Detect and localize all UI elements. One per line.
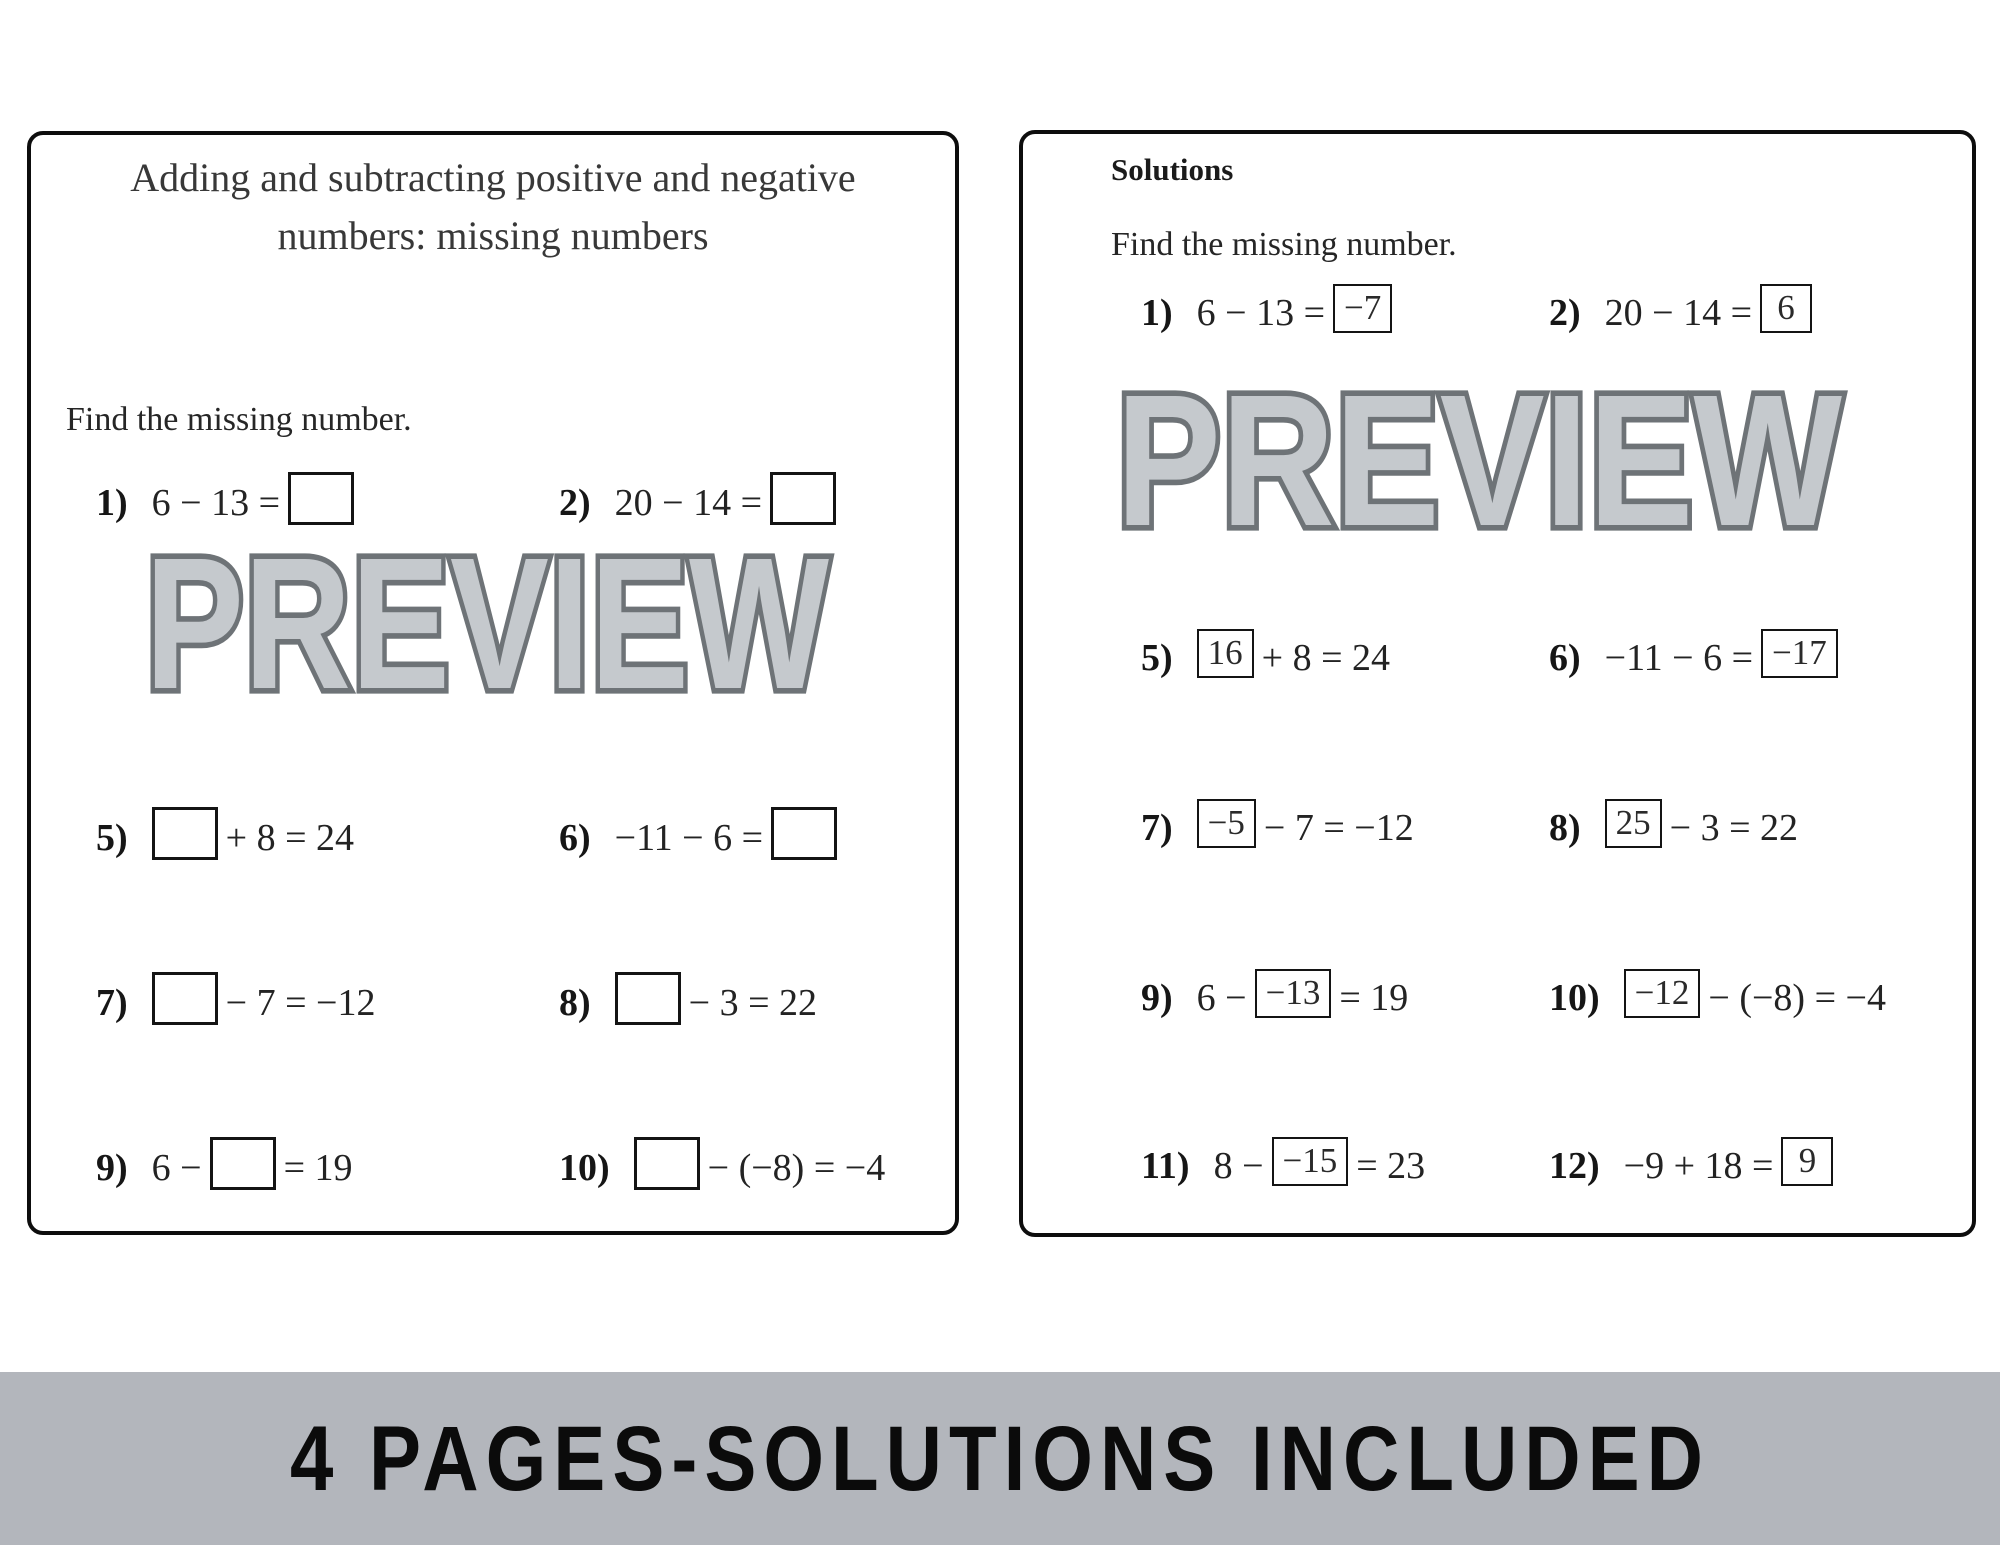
problem-number: 5) [96, 817, 128, 859]
equation-text: − (−8) = −4 [707, 1147, 886, 1189]
equation-text: − 3 = 22 [688, 982, 818, 1024]
equation-text: 20 − 14 = [1604, 292, 1753, 334]
problem-number: 8) [1549, 807, 1581, 849]
equation-text: − (−8) = −4 [1708, 977, 1886, 1019]
problem-8 [559, 971, 817, 1035]
preview-watermark-text: PREVIEW [1116, 380, 1843, 556]
problem-number: 7) [96, 982, 128, 1024]
equation-text: 6 − [1196, 977, 1247, 1019]
solution-9 [1141, 966, 1408, 1030]
answer-box: 9 [1781, 1137, 1833, 1186]
answer-box: −17 [1761, 629, 1838, 678]
equation-text: − 7 = −12 [225, 982, 376, 1024]
problem-number: 6) [559, 817, 591, 859]
preview-watermark-graphic [1099, 380, 1859, 556]
worksheet-row-4 [31, 1136, 955, 1200]
problem-number: 10) [1549, 977, 1600, 1019]
solution-12 [1549, 1134, 1833, 1198]
solution-2 [1549, 281, 1812, 345]
solution-6 [1549, 626, 1838, 690]
problem-number: 2) [1549, 292, 1581, 334]
solution-10 [1549, 966, 1886, 1030]
solutions-page [1019, 130, 1976, 1237]
answer-box: 25 [1605, 799, 1662, 848]
problem-number: 1) [1141, 292, 1173, 334]
preview-watermark-graphic [129, 543, 845, 719]
solutions-row-2 [1023, 626, 1972, 690]
worksheet-instruction: Find the missing number. [66, 401, 412, 438]
answer-box: −7 [1333, 284, 1392, 333]
equation-text: 6 − [151, 1147, 202, 1189]
equation-text: = 23 [1356, 1145, 1426, 1187]
equation-text: + 8 = 24 [225, 817, 355, 859]
problem-number: 6) [1549, 637, 1581, 679]
problem-6 [559, 806, 837, 870]
solutions-row-4 [1023, 966, 1972, 1030]
solution-5 [1141, 626, 1390, 690]
equation-text: 6 − 13 = [151, 482, 281, 524]
equation-text: = 19 [283, 1147, 353, 1189]
problem-1 [96, 471, 354, 535]
solutions-row-1 [1023, 281, 1972, 345]
worksheet-title-line2: numbers: missing numbers [277, 213, 709, 258]
answer-box [770, 472, 836, 525]
problem-number: 7) [1141, 807, 1173, 849]
problem-number: 9) [96, 1147, 128, 1189]
answer-box [771, 807, 837, 860]
equation-text: −11 − 6 = [614, 817, 764, 859]
problem-7 [96, 971, 375, 1035]
equation-text: −11 − 6 = [1604, 637, 1754, 679]
solutions-row-3 [1023, 796, 1972, 860]
preview-watermark [1099, 380, 1859, 556]
worksheet-row-1 [31, 471, 955, 535]
answer-box [152, 972, 218, 1025]
answer-box [615, 972, 681, 1025]
equation-text: = 19 [1339, 977, 1409, 1019]
worksheet-row-2 [31, 806, 955, 870]
problem-number: 11) [1141, 1145, 1190, 1187]
equation-text: − 3 = 22 [1669, 807, 1799, 849]
footer-banner [0, 1372, 2000, 1545]
equation-text: 8 − [1213, 1145, 1264, 1187]
solution-8 [1549, 796, 1798, 860]
footer-banner-text: 4 PAGES-SOLUTIONS INCLUDED [290, 1405, 1710, 1510]
preview-watermark-text: PREVIEW [145, 543, 830, 719]
worksheet-title [31, 149, 955, 265]
worksheet-title-line1: Adding and subtracting positive and negative [130, 155, 856, 200]
solutions-heading: Solutions [1111, 152, 1234, 187]
problem-number: 9) [1141, 977, 1173, 1019]
answer-box: −13 [1255, 969, 1332, 1018]
equation-text: −9 + 18 = [1623, 1145, 1774, 1187]
equation-text: 6 − 13 = [1196, 292, 1326, 334]
equation-text: + 8 = 24 [1261, 637, 1391, 679]
problem-number: 12) [1549, 1145, 1600, 1187]
problem-number: 1) [96, 482, 128, 524]
worksheet-page [27, 131, 959, 1235]
preview-watermark [129, 543, 845, 719]
problem-number: 2) [559, 482, 591, 524]
problem-number: 5) [1141, 637, 1173, 679]
problem-10 [559, 1136, 885, 1200]
answer-box: −15 [1272, 1137, 1349, 1186]
equation-text: 20 − 14 = [614, 482, 763, 524]
worksheet-row-3 [31, 971, 955, 1035]
solution-1 [1141, 281, 1392, 345]
answer-box: −5 [1197, 799, 1256, 848]
solutions-row-5 [1023, 1134, 1972, 1198]
answer-box: 16 [1197, 629, 1254, 678]
problem-2 [559, 471, 836, 535]
solutions-instruction: Find the missing number. [1111, 226, 1457, 263]
answer-box: 6 [1760, 284, 1812, 333]
answer-box [288, 472, 354, 525]
problem-number: 8) [559, 982, 591, 1024]
answer-box [210, 1137, 276, 1190]
solution-7 [1141, 796, 1414, 860]
problem-5 [96, 806, 354, 870]
answer-box: −12 [1624, 969, 1701, 1018]
answer-box [152, 807, 218, 860]
problem-9 [96, 1136, 353, 1200]
answer-box [634, 1137, 700, 1190]
equation-text: − 7 = −12 [1263, 807, 1414, 849]
problem-number: 10) [559, 1147, 610, 1189]
solution-11 [1141, 1134, 1425, 1198]
